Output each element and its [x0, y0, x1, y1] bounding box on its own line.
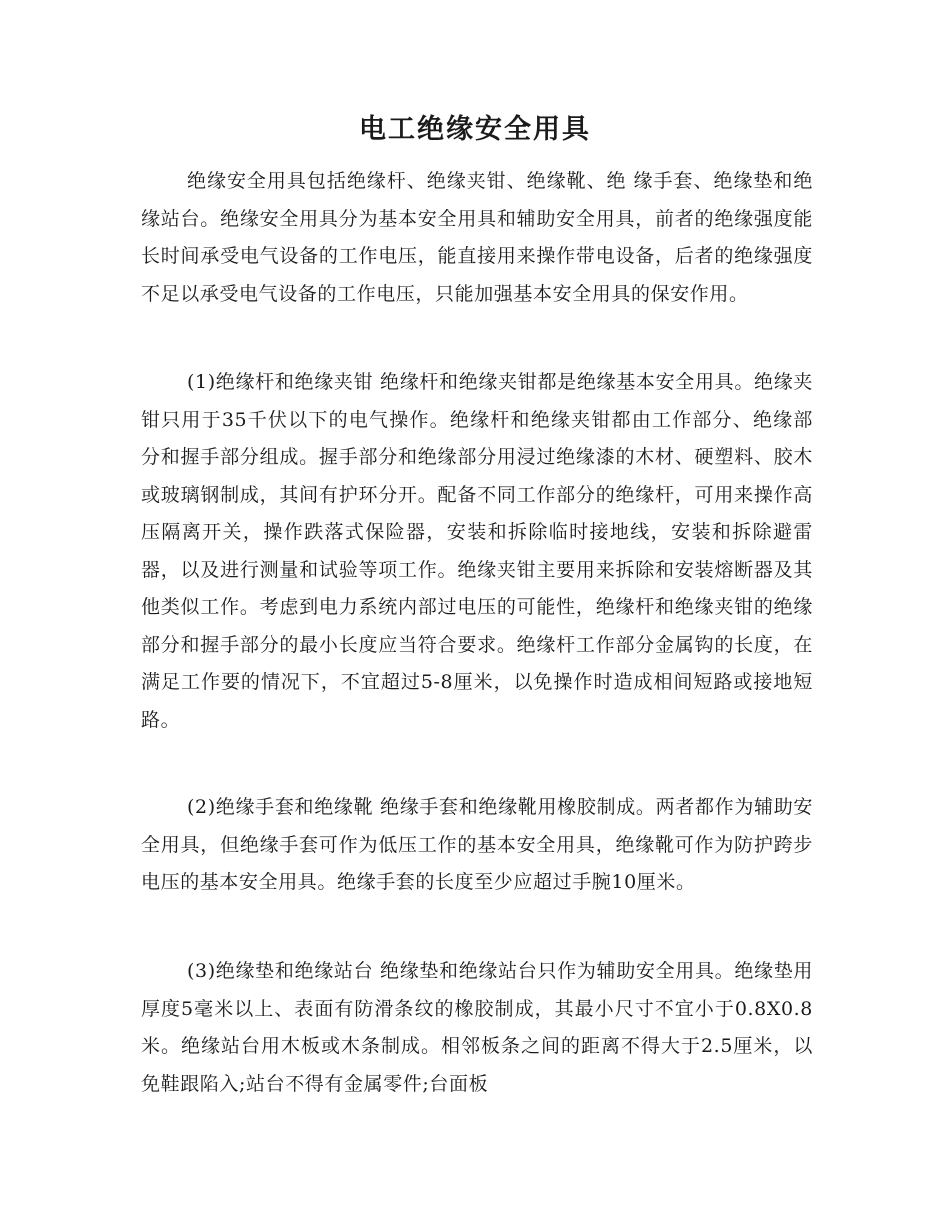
paragraph-intro: 绝缘安全用具包括绝缘杆、绝缘夹钳、绝缘靴、绝 缘手套、绝缘垫和绝缘站台。绝缘安全用具分为基本安全用具和辅助安全用具，前者的绝缘强度能长时间承受电气设备的工作电压，能直接用来操作带电设备，后者的绝缘强度不足以承受电气设备的工作电压，只能加强基本安全用具的保安作用。 [141, 170, 813, 305]
paragraph-insulating-rod-and-pliers: (1)绝缘杆和绝缘夹钳 绝缘杆和绝缘夹钳都是绝缘基本安全用具。绝缘夹钳只用于35千伏以下的电气操作。绝缘杆和绝缘夹钳都由工作部分、绝缘部分和握手部分组成。握手部分和绝缘部分用浸过绝缘漆的木材、硬塑料、胶木或玻璃钢制成，其间有护环分开。配备不同工作部分的绝缘杆，可用来操作高压隔离开关，操作跌落式保险器，安装和拆除临时接地线，安装和拆除避雷器，以及进行测量和试验等项工作。绝缘夹钳主要用来拆除和安装熔断器及其他类似工作。考虑到电力系统内部过电压的可能性，绝缘杆和绝缘夹钳的绝缘部分和握手部分的最小长度应当符合要求。绝缘杆工作部分金属钩的长度，在满足工作要的情况下，不宜超过5-8厘米，以免操作时造成相间短路或接地短路。 [141, 371, 813, 731]
document-title: 电工绝缘安全用具 [359, 114, 591, 145]
paragraph-insulating-gloves-and-boots: (2)绝缘手套和绝缘靴 绝缘手套和绝缘靴用橡胶制成。两者都作为辅助安全用具，但绝缘手套可作为低压工作的基本安全用具，绝缘靴可作为防护跨步电压的基本安全用具。绝缘手套的长度至少应超过手腕10厘米。 [141, 796, 813, 893]
paragraph-insulating-mat-and-platform: (3)绝缘垫和绝缘站台 绝缘垫和绝缘站台只作为辅助安全用具。绝缘垫用厚度5毫米以上、表面有防滑条纹的橡胶制成，其最小尺寸不宜小于0.8X0.8米。绝缘站台用木板或木条制成。相邻板条之间的距离不得大于2.5厘米，以免鞋跟陷入;站台不得有金属零件;台面板 [141, 960, 813, 1095]
